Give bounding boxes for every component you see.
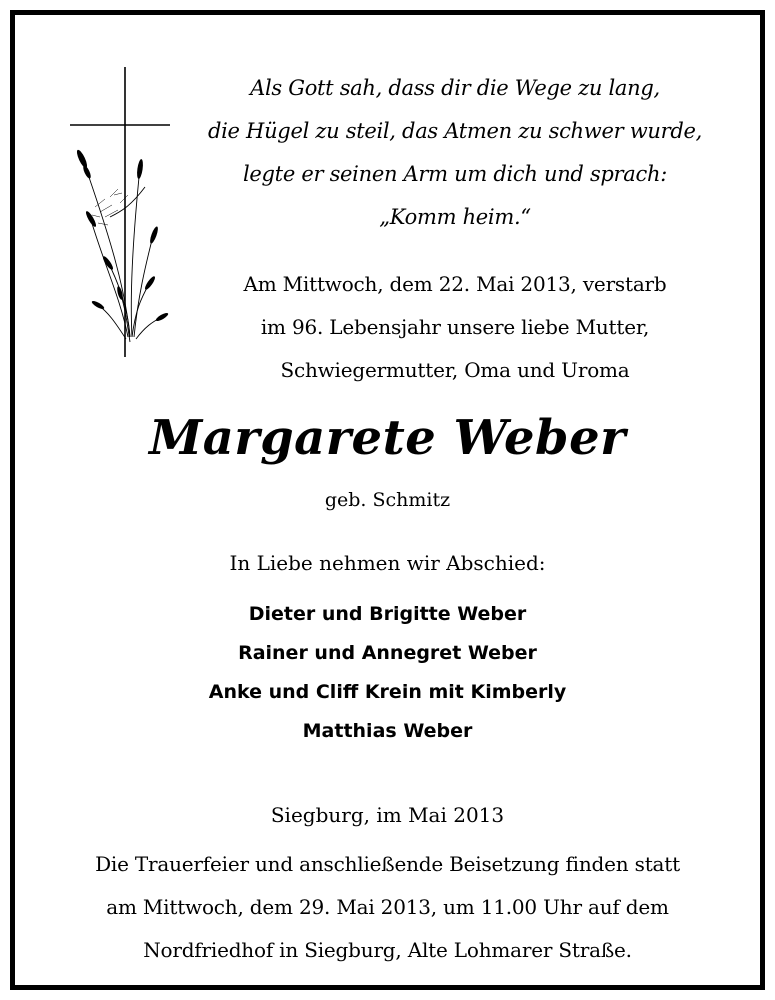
mourner: Rainer und Annegret Weber <box>238 642 537 664</box>
poem-line: legte er seinen Arm um dich und sprach: <box>243 162 667 186</box>
farewell-text: In Liebe nehmen wir Abschied: <box>229 551 546 575</box>
mourner: Anke und Cliff Krein mit Kimberly <box>208 681 567 703</box>
service-line: Nordfriedhof in Siegburg, Alte Lohmarer Straße. <box>143 938 632 962</box>
announcement-line: Schwiegermutter, Oma und Uroma <box>280 358 630 382</box>
poem-line: die Hügel zu steil, das Atmen zu schwer wurde, <box>208 119 702 143</box>
cross-with-wheat-icon <box>70 67 180 367</box>
obituary-notice <box>10 10 765 990</box>
poem <box>185 67 725 239</box>
service-line: am Mittwoch, dem 29. Mai 2013, um 11.00 Uhr auf dem <box>106 895 669 919</box>
poem-line: „Komm heim.“ <box>379 205 531 229</box>
mourners-list <box>15 595 760 751</box>
service-line: Die Trauerfeier und anschließende Beisetzung finden statt <box>95 852 680 876</box>
funeral-service-info <box>15 843 760 972</box>
poem-line: Als Gott sah, dass dir die Wege zu lang, <box>250 76 660 100</box>
announcement-line: Am Mittwoch, dem 22. Mai 2013, verstarb <box>243 272 667 296</box>
mourner: Matthias Weber <box>302 720 473 742</box>
mourner: Dieter und Brigitte Weber <box>248 603 527 625</box>
birth-name: geb. Schmitz <box>324 489 451 511</box>
death-announcement <box>185 263 725 392</box>
place-date: Siegburg, im Mai 2013 <box>270 803 505 827</box>
deceased-name: Margarete Weber <box>149 410 626 466</box>
announcement-line: im 96. Lebensjahr unsere liebe Mutter, <box>260 315 650 339</box>
